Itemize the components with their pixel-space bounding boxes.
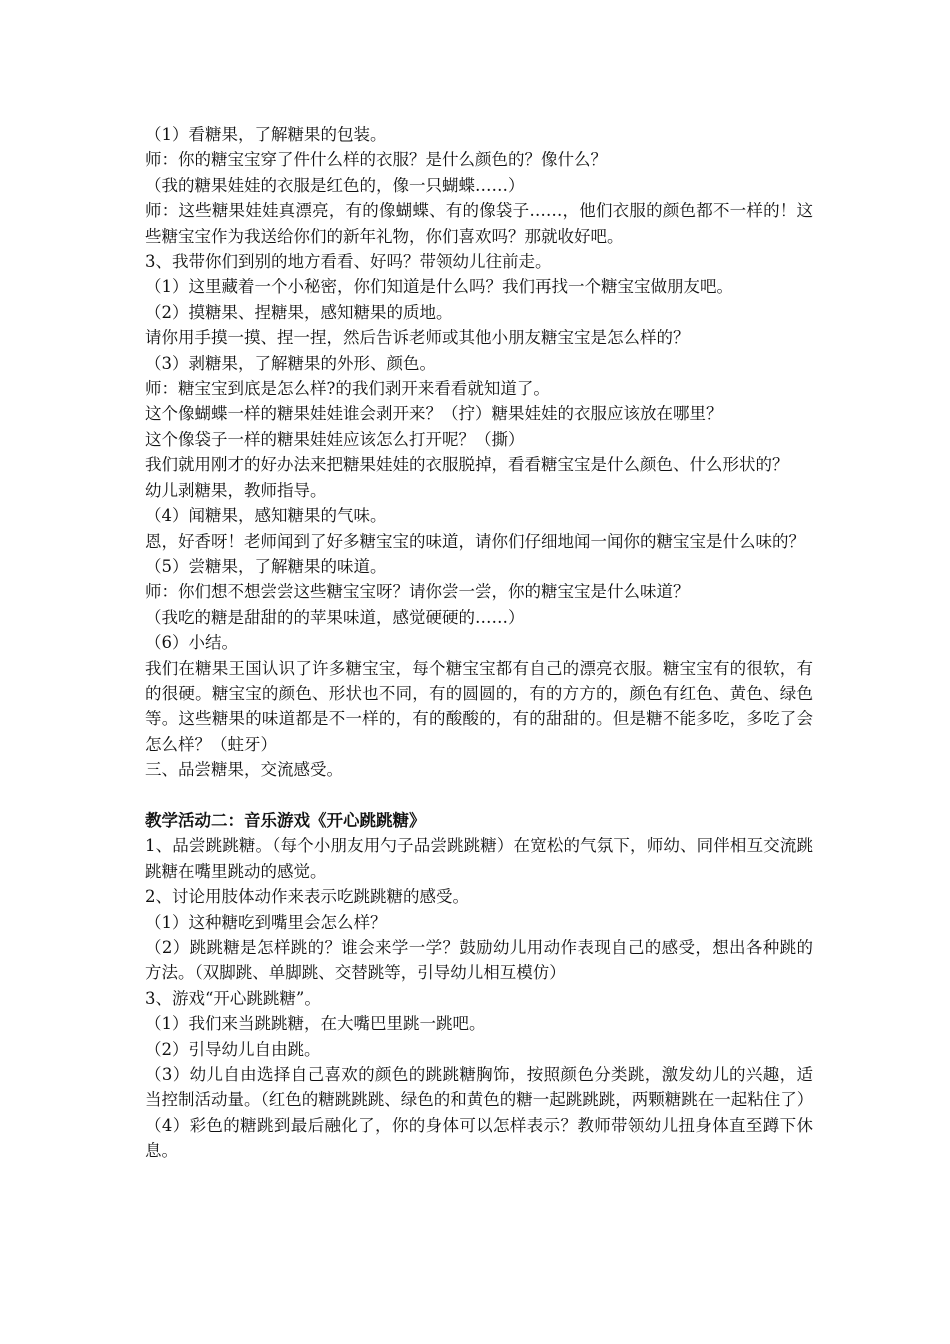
paragraph: （我吃的糖是甜甜的的苹果味道，感觉硬硬的……） [145, 607, 525, 627]
paragraph: （我的糖果娃娃的衣服是红色的，像一只蝴蝶……） [145, 175, 525, 195]
paragraph: （4）闻糖果，感知糖果的气味。 [145, 506, 387, 526]
paragraph: 恩，好香呀！老师闻到了好多糖宝宝的味道，请你们仔细地闻一闻你的糖宝宝是什么味的？ [145, 531, 805, 551]
paragraph: 师：糖宝宝到底是怎么样?的我们剥开来看看就知道了。 [145, 379, 550, 399]
paragraph: （5）尝糖果，了解糖果的味道。 [145, 556, 387, 576]
paragraph: （2）摸糖果、捏糖果，感知糖果的质地。 [145, 302, 453, 322]
paragraph: （2）跳跳糖是怎样跳的？谁会来学一学？鼓励幼儿用动作表现自己的感受，想出各种跳的方法。（双脚跳、单脚跳、交替跳等，引导幼儿相互模仿） [145, 937, 813, 983]
paragraph: 师：你们想不想尝尝这些糖宝宝呀？请你尝一尝，你的糖宝宝是什么味道？ [145, 582, 690, 602]
section-heading: 教学活动二：音乐游戏《开心跳跳糖》 [145, 810, 426, 830]
paragraph: 我们在糖果王国认识了许多糖宝宝，每个糖宝宝都有自己的漂亮衣服。糖宝宝有的很软，有的很硬。糖宝宝的颜色、形状也不同，有的圆圆的，有的方方的，颜色有红色、黄色、绿色等。这些糖果的味道都是不一样的，有的酸酸的，有的甜甜的。但是糖不能多吃，多吃了会怎么样？（蛀牙） [145, 658, 813, 754]
paragraph: 我们就用刚才的好办法来把糖果娃娃的衣服脱掉，看看糖宝宝是什么颜色、什么形状的？ [145, 455, 789, 475]
paragraph: 这个像蝴蝶一样的糖果娃娃谁会剥开来？（拧）糖果娃娃的衣服应该放在哪里？ [145, 404, 723, 424]
blank-line [145, 783, 813, 808]
paragraph: 3、我带你们到别的地方看看、好吗？带领幼儿往前走。 [145, 252, 552, 272]
paragraph: 三、品尝糖果，交流感受。 [145, 760, 343, 780]
paragraph: 请你用手摸一摸、捏一捏，然后告诉老师或其他小朋友糖宝宝是怎么样的？ [145, 328, 690, 348]
paragraph: （3）剥糖果，了解糖果的外形、颜色。 [145, 353, 436, 373]
paragraph: （1）我们来当跳跳糖，在大嘴巴里跳一跳吧。 [145, 1014, 486, 1034]
paragraph: （1）看糖果，了解糖果的包装。 [145, 125, 387, 144]
paragraph: 这个像袋子一样的糖果娃娃应该怎么打开呢？（撕） [145, 429, 525, 449]
document-page [145, 122, 813, 1164]
paragraph: （1）这种糖吃到嘴里会怎么样？ [145, 912, 387, 932]
paragraph: （3）幼儿自由选择自己喜欢的颜色的跳跳糖胸饰，按照颜色分类跳，激发幼儿的兴趣，适当控制活动量。（红色的糖跳跳跳、绿色的和黄色的糖一起跳跳跳，两颗糖跳在一起粘住了） [145, 1065, 814, 1110]
paragraph: 幼儿剥糖果，教师指导。 [145, 480, 327, 500]
paragraph: （1）这里藏着一个小秘密，你们知道是什么吗？我们再找一个糖宝宝做朋友吧。 [145, 277, 733, 297]
paragraph: 2、讨论用肢体动作来表示吃跳跳糖的感受。 [145, 887, 469, 907]
paragraph: 3、游戏“开心跳跳糖”。 [145, 988, 321, 1008]
paragraph: （4）彩色的糖跳到最后融化了，你的身体可以怎样表示？教师带领幼儿扭身体直至蹲下休息。 [145, 1115, 813, 1161]
paragraph: （6）小结。 [145, 633, 238, 653]
paragraph: 师：这些糖果娃娃真漂亮，有的像蝴蝶、有的像袋子……，他们衣服的颜色都不一样的！这些糖宝宝作为我送给你们的新年礼物，你们喜欢吗？那就收好吧。 [145, 201, 813, 246]
paragraph: 师：你的糖宝宝穿了件什么样的衣服？是什么颜色的？像什么？ [145, 150, 607, 170]
paragraph: 1、品尝跳跳糖。（每个小朋友用勺子品尝跳跳糖）在宽松的气氛下，师幼、同伴相互交流跳跳糖在嘴里跳动的感觉。 [145, 836, 813, 881]
paragraph: （2）引导幼儿自由跳。 [145, 1039, 321, 1059]
